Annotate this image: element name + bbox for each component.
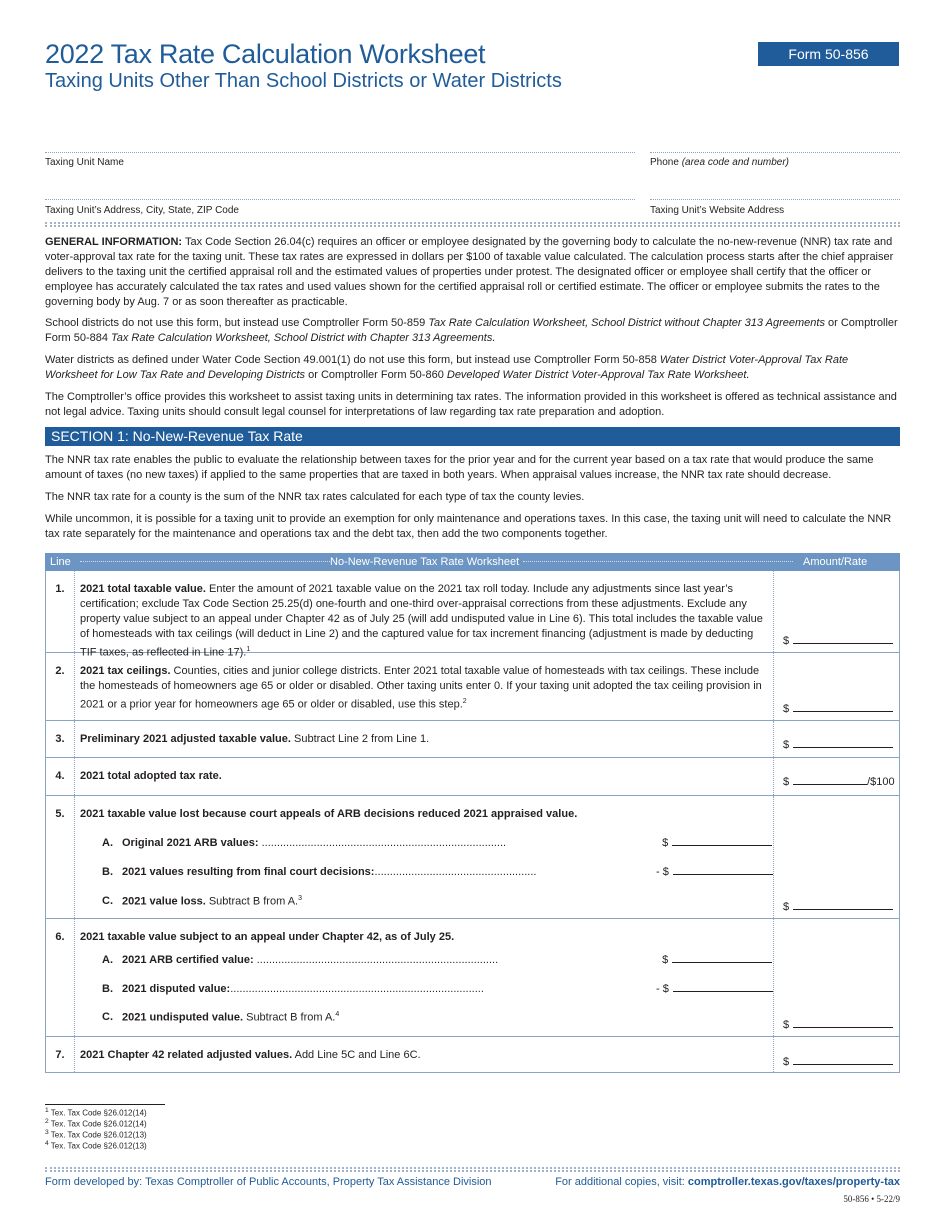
line-description: 2021 total adopted tax rate. [80,770,222,782]
column-title-header: No-New-Revenue Tax Rate Worksheet [330,556,520,568]
column-divider [773,758,774,795]
line-4-rate-field[interactable]: $ /$100 [783,776,895,788]
header-dots-right [523,561,793,562]
column-divider [74,919,75,1036]
line-5a-amount-field[interactable]: $ [656,837,772,849]
divider [45,222,900,227]
column-divider [74,571,75,652]
worksheet-header [45,553,900,571]
column-amount-header: Amount/Rate [803,556,868,568]
column-divider [74,1037,75,1072]
phone-label: Phone (area code and number) [650,157,789,168]
website-label: Taxing Unit’s Website Address [650,205,785,216]
website-field[interactable] [650,199,900,200]
comptroller-note: The Comptroller’s office provides this worksheet to assist taxing units in determining tax rates. The information provided in this worksheet is offered as technical assistance and not legal advice. Taxing units should consult legal counsel for interpretations of law regarding tax rate preparation and adoption. [45,391,897,418]
line-number: 5. [55,808,65,820]
line-6b: B. 2021 disputed value:................................................................................... - $ [102,983,772,998]
footnote-1: $^1$ Tex. Tax Code §26.012(14) [45,1107,147,1118]
column-divider [773,571,774,652]
footnote-rule [45,1104,165,1105]
line-5a: A. Original 2021 ARB values: ................................................................................ $ [102,837,772,852]
line-7-amount-field[interactable]: $ [783,1056,893,1068]
section-1-paragraph-3: While uncommon, it is possible for a taxing unit to provide an exemption for only maintenance and operations taxes. In this case, the taxing unit will need to calculate the NNR tax rate separately for the maintenance and operations tax and the debt tax, then add the two components together. [45,513,892,540]
phone-field[interactable] [650,152,900,153]
section-1-paragraph-2: The NNR tax rate for a county is the sum of the NNR tax rates calculated for each type of tax the county levies. [45,491,585,503]
column-divider [74,653,75,720]
line-3-amount-field[interactable]: $ [783,739,893,751]
general-information: GENERAL INFORMATION: Tax Code Section 26.04(c) requires an officer or employee designated by the governing body to calculate the no-new-revenue (NNR) tax rate and voter-approval tax rate for the taxing unit. These tax rates are expressed in dollars per $100 of taxable value calculated. The calculation process starts after the chief appraiser delivers to the taxing unit the certified appraisal roll and the estimated values of properties under protest. The designated officer or employee shall certify that the officer or employee has accurately calculated the tax rates and used values shown for the certified appraisal roll or certified estimate. The officer or employee submits the rates to the governing body by Aug. 7 or as soon thereafter as practicable. [45,236,894,308]
line-number: 7. [55,1049,65,1061]
address-field[interactable] [45,199,635,200]
line-description: 2021 total taxable value. Enter the amount of 2021 taxable value on the 2021 tax roll today. Include any adjustments since last year’s certification; exclude Tax Code Section 25.25(d) one-fourth and one-third over-appraisal corrections from these adjustments. Exclude any property value subject to an appeal under Chapter 42 as of July 25 (will add undisputed value in Line 6). This total includes the taxable value of homesteads with tax ceilings (will deduct in Line 2) and the captured value for tax increment financing (adjustment is made by deducting TIF taxes, as reflected in Line 17).$^1$ [80,583,763,659]
page-title: 2022 Tax Rate Calculation Worksheet [45,39,486,69]
worksheet-row-4 [46,758,899,796]
worksheet-row-3 [46,721,899,758]
header-dots-left [80,561,330,562]
line-5b-amount-field[interactable]: - $ [656,866,773,878]
taxing-unit-name-field[interactable] [45,152,635,153]
address-label: Taxing Unit’s Address, City, State, ZIP Code [45,205,239,216]
line-6c-amount-field[interactable]: $ [783,1019,893,1031]
line-5c: C. 2021 value loss. Subtract B from A.$^3$ [102,895,303,908]
line-description: 2021 Chapter 42 related adjusted values. Add Line 5C and Line 6C. [80,1049,421,1061]
column-divider [773,796,774,918]
line-description: 2021 taxable value subject to an appeal under Chapter 42, as of July 25. [80,931,455,943]
footnote-2: $^2$ Tex. Tax Code §26.012(14) [45,1118,147,1129]
line-description: Preliminary 2021 adjusted taxable value. Subtract Line 2 from Line 1. [80,733,430,745]
worksheet-row-1 [46,571,899,659]
line-1-amount-field[interactable]: $ [783,635,893,647]
form-number-badge: Form 50-856 [758,42,899,66]
line-number: 2. [55,665,65,677]
worksheet-row-2 [46,653,899,721]
column-divider [773,919,774,1036]
line-description: 2021 taxable value lost because court appeals of ARB decisions reduced 2021 appraised value. [80,808,578,820]
line-5b: B. 2021 values resulting from final court decisions:..................................................... - $ [102,866,772,881]
form-revision-code: 50-856 • 5-22/9 [843,1194,900,1204]
footnote-3: $^3$ Tex. Tax Code §26.012(13) [45,1129,147,1140]
footer-url-link[interactable]: comptroller.texas.gov/taxes/property-tax [687,1176,900,1188]
line-2-amount-field[interactable]: $ [783,703,893,715]
line-number: 1. [55,583,65,595]
footer-divider [45,1167,900,1172]
line-6b-amount-field[interactable]: - $ [656,983,773,995]
column-line-header: Line [50,556,71,568]
footer-copies: For additional copies, visit: comptroller.texas.gov/taxes/property-tax [555,1176,900,1188]
line-6a: A. 2021 ARB certified value: ............................................................................... $ [102,954,772,969]
line-number: 3. [55,733,65,745]
section-1-paragraph-1: The NNR tax rate enables the public to evaluate the relationship between taxes for the prior year and for the current year based on a tax rate that would produce the same amount of taxes (no new taxes) if applied to the same properties that are taxed in both years. When appraisal values increase, the NNR tax rate should decrease. [45,454,874,481]
line-number: 6. [55,931,65,943]
line-number: 4. [55,770,65,782]
column-divider [74,796,75,918]
column-divider [74,758,75,795]
worksheet-table [45,571,900,1073]
water-district-note: Water districts as defined under Water Code Section 49.001(1) do not use this form, but instead use Comptroller Form 50-858 Water District Voter-Approval Tax Rate Worksheet for Low Tax Rate and Developing Districts or Comptroller Form 50-860 Developed Water District Voter-Approval Tax Rate Worksheet. [45,354,849,381]
worksheet-row-6 [46,919,899,1037]
page-subtitle: Taxing Units Other Than School Districts or Water Districts [45,70,562,92]
column-divider [773,721,774,757]
line-description: 2021 tax ceilings. Counties, cities and junior college districts. Enter 2021 total taxable value of homesteads with tax ceilings. These include the homesteads of homeowners age 65 or older or disabled. Other taxing units enter 0. If your taxing unit adopted the tax ceiling provision in 2021 or a prior year for homeowners age 65 or older or disabled, use this step.$^2$ [80,665,762,711]
worksheet-row-7 [46,1037,899,1073]
footer-credit: Form developed by: Texas Comptroller of Public Accounts, Property Tax Assistance Division [45,1176,492,1188]
line-6c: C. 2021 undisputed value. Subtract B from A.$^4$ [102,1011,340,1024]
footnote-4: $^4$ Tex. Tax Code §26.012(13) [45,1140,147,1151]
section-1-header: SECTION 1: No-New-Revenue Tax Rate [45,427,900,446]
line-6a-amount-field[interactable]: $ [656,954,772,966]
taxing-unit-name-label: Taxing Unit Name [45,157,124,168]
worksheet-row-5 [46,796,899,919]
line-5c-amount-field[interactable]: $ [783,901,893,913]
school-district-note: School districts do not use this form, but instead use Comptroller Form 50-859 Tax Rate Calculation Worksheet, School District without Chapter 313 Agreements or Comptroller Form 50-884 Tax Rate Calculation Worksheet, School District with Chapter 313 Agreements. [45,317,898,344]
column-divider [773,653,774,720]
column-divider [773,1037,774,1072]
column-divider [74,721,75,757]
